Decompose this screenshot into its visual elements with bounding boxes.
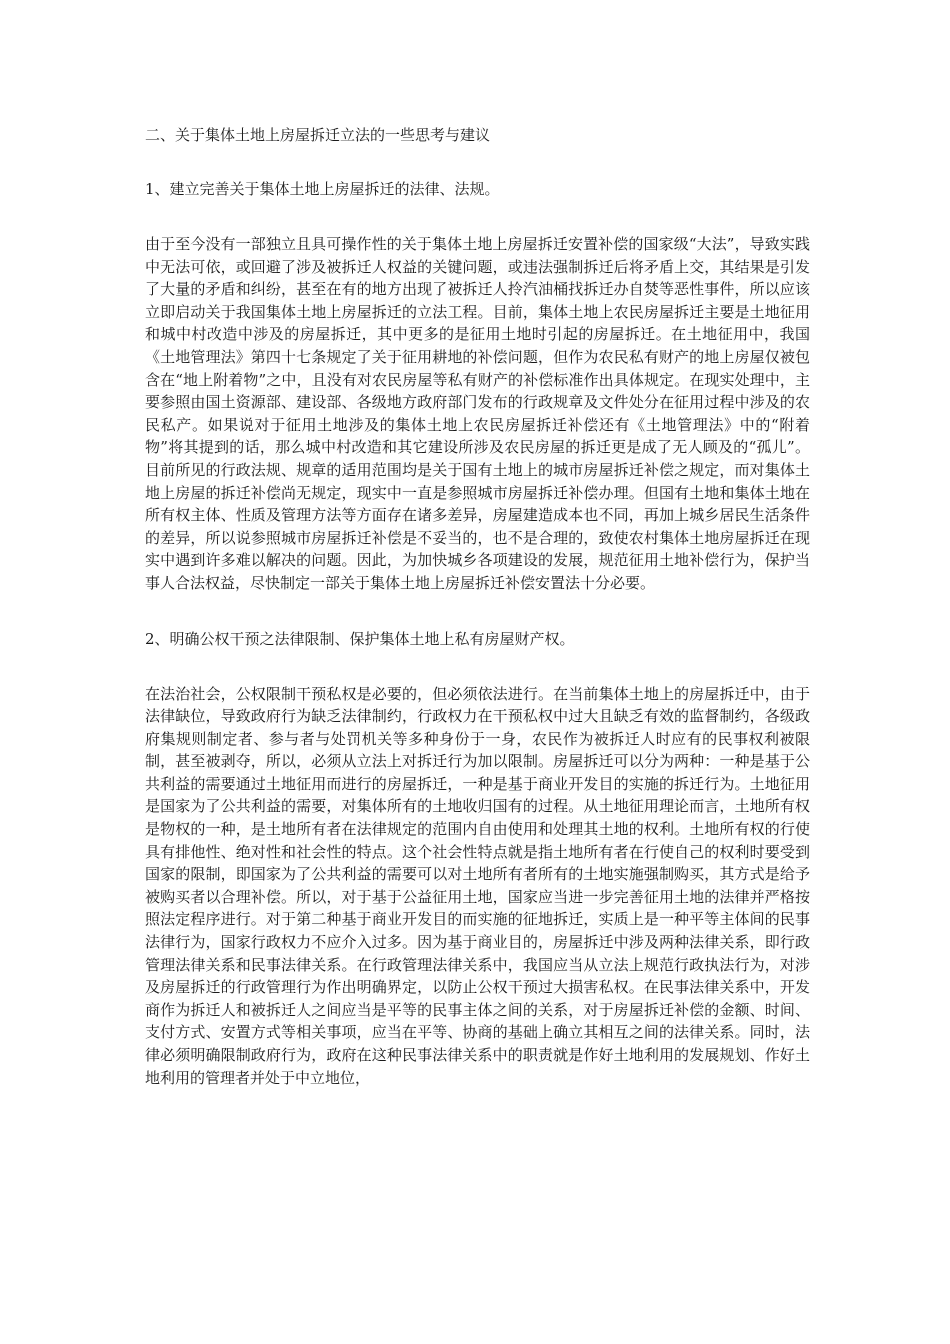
spacer (145, 146, 810, 178)
subsection-heading-2: 2、明确公权干预之法律限制、保护集体土地上私有房屋财产权。 (145, 629, 575, 648)
body-paragraph-1: 由于至今没有一部独立且具可操作性的关于集体土地上房屋拆迁安置补偿的国家级“大法”，导致实践中无法可依，或回避了涉及被拆迁人权益的关键问题，或违法强制拆迁后将矛盾上交，其结果是引发了大量的矛盾和纠纷，甚至在有的地方出现了被拆迁人拎汽油桶找拆迁办自焚等恶性事件，所以应该立即启动关于我国集体土地上房屋拆迁的立法工程。目前，集体土地上农民房屋拆迁主要是土地征用和城中村改造中涉及的房屋拆迁，其中更多的是征用土地时引起的房屋拆迁。在土地征用中，我国《土地管理法》第四十七条规定了关于征用耕地的补偿问题，但作为农民私有财产的地上房屋仅被包含在“地上附着物”之中，且没有对农民房屋等私有财产的补偿标准作出具体规定。在现实处理中，主要参照由国土资源部、建设部、各级地方政府部门发布的行政规章及文件处分在征用过程中涉及的农民私产。如果说对于征用土地涉及的集体土地上农民房屋拆迁补偿还有《土地管理法》中的“附着物”将其提到的话，那么城中村改造和其它建设所涉及农民房屋的拆迁更是成了无人顾及的“孤儿”。目前所见的行政法规、规章的适用范围均是关于国有土地上的城市房屋拆迁补偿之规定，而对集体土地上房屋的拆迁补偿尚无规定，现实中一直是参照城市房屋拆迁补偿办理。但国有土地和集体土地在所有权主体、性质及管理方法等方面存在诸多差异，房屋建造成本也不同，再加上城乡居民生活条件的差异，所以说参照城市房屋拆迁补偿是不妥当的，也不是合理的，致使农村集体土地房屋拆迁在现实中遇到许多难以解决的问题。因此，为加快城乡各项建设的发展，规范征用土地补偿行为，保护当事人合法权益，尽快制定一部关于集体土地上房屋拆迁补偿安置法十分必要。 (145, 235, 810, 592)
subsection-heading-1: 1、建立完善关于集体土地上房屋拆迁的法律、法规。 (145, 180, 500, 198)
document-page (145, 124, 810, 1089)
spacer (145, 650, 810, 683)
body-paragraph-2: 在法治社会，公权限制干预私权是必要的，但必须依法进行。在当前集体土地上的房屋拆迁中，由于法律缺位，导致政府行为缺乏法律制约，行政权力在干预私权中过大且缺乏有效的监督制约，各级政府集规则制定者、参与者与处罚机关等多种身份于一身，农民作为被拆迁人时应有的民事权利被限制，甚至被剥夺，所以，必须从立法上对拆迁行为加以限制。房屋拆迁可以分为两种：一种是基于公共利益的需要通过土地征用而进行的房屋拆迁，一种是基于商业开发目的实施的拆迁行为。土地征用是国家为了公共利益的需要，对集体所有的土地收归国有的过程。从土地征用理论而言，土地所有权是物权的一种，是土地所有者在法律规定的范围内自由使用和处理其土地的权利。土地所有权的行使具有排他性、绝对性和社会性的特点。这个社会性特点就是指土地所有者在行使自己的权利时要受到国家的限制，即国家为了公共利益的需要可以对土地所有者所有的土地实施强制购买，其方式是给予被购买者以合理补偿。所以，对于基于公益征用土地，国家应当进一步完善征用土地的法律并严格按照法定程序进行。对于第二种基于商业开发目的而实施的征地拆迁，实质上是一种平等主体间的民事法律行为，国家行政权力不应介入过多。因为基于商业目的，房屋拆迁中涉及两种法律关系，即行政管理法律关系和民事法律关系。在行政管理法律关系中，我国应当从立法上规范行政执法行为，对涉及房屋拆迁的行政管理行为作出明确界定，以防止公权干预过大损害私权。在民事法律关系中，开发商作为拆迁人和被拆迁人之间应当是平等的民事主体之间的关系，对于房屋拆迁补偿的金额、时间、支付方式、安置方式等相关事项，应当在平等、协商的基础上确立其相互之间的法律关系。同时，法律必须明确限制政府行为，政府在这种民事法律关系中的职责就是作好土地利用的发展规划、作好土地利用的管理者并处于中立地位， (145, 684, 810, 1087)
section-heading: 二、关于集体土地上房屋拆迁立法的一些思考与建议 (145, 126, 491, 144)
spacer (145, 200, 810, 233)
spacer (145, 595, 810, 628)
